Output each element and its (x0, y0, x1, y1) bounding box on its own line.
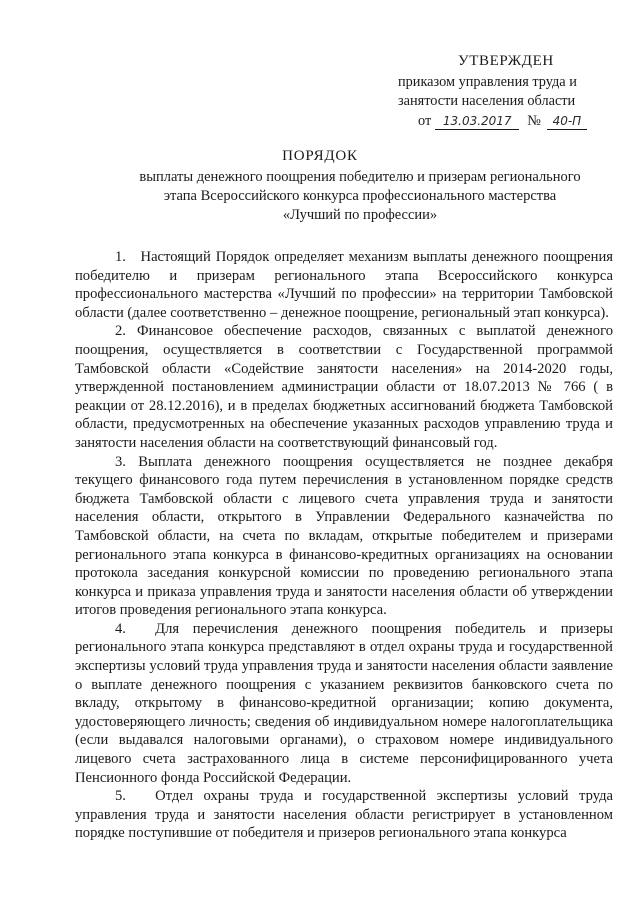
order-date: 13.03.2017 (435, 113, 519, 130)
order-from-label: от (418, 113, 432, 129)
subtitle-line-2: этапа Всероссийского конкурса профессионального мастерства (163, 188, 557, 204)
approval-line-2: занятости населения области (398, 93, 576, 109)
approval-stamp (398, 52, 628, 131)
subtitle-line-3: «Лучший по профессии» (282, 207, 438, 223)
order-number: 40-П (547, 113, 587, 130)
paragraph-2: 2. Финансовое обеспечение расходов, связанных с выплатой денежного поощрения, осуществляется в соответствии с Государственной программой Тамбовской области «Содействие занятости населения» на 2014-2020 годы, утвержденной постановлением администрации области от 18.07.2013 № 766 ( в реакции от 28.12.2016), и в пределах бюджетных ассигнований бюджета Тамбовской области, предусмотренных на обеспечение указанных расходов управлению труда и занятости населения области на соответствующий финансовый год. (75, 323, 613, 451)
paragraph-4: 4. Для перечисления денежного поощрения победитель и призеры регионального этапа конкурса представляют в отдел охраны труда и государственной экспертизы условий труда управления труда и занятости населения области заявление о выплате денежного поощрения с указанием реквизитов банковского счета по вкладу, открытому в финансово-кредитной организации; копию документа, удостоверяющего личность; сведения об индивидуальном номере налогоплательщика (если выдавался налоговыми органами), о страховом номере индивидуального лицевого счета застрахованного лица в системе персонифицированного учета Пенсионного фонда Российской Федерации. (75, 620, 613, 786)
paragraph-1: 1. Настоящий Порядок определяет механизм выплаты денежного поощрения победителю и призерам регионального этапа Всероссийского конкурса профессионального мастерства «Лучший по профессии» на территории Тамбовской области (далее соответственно – денежное поощрение, региональный этап конкурса). (75, 249, 613, 321)
document-title: ПОРЯДОК (282, 148, 358, 164)
order-number-label: № (527, 113, 541, 129)
paragraph-3: 3. Выплата денежного поощрения осуществляется не позднее декабря текущего финансового года путем перечисления в установленном порядке средств бюджета Тамбовской области с лицевого счета управления труда и занятости населения области, открытого в Управлении Федерального казначейства по Тамбовской области, на счета по вкладам, открытые победителем и призерами регионального этапа конкурса в финансово-кредитных организациях на основании протокола заседания конкурсной комиссии по проведению регионального этапа конкурса и приказа управления труда и занятости населения области об утверждении итогов проведения регионального этапа конкурса. (75, 453, 613, 619)
paragraph-5: 5. Отдел охраны труда и государственной экспертизы условий труда управления труда и занятости населения области регистрирует в установленном порядке поступившие от победителя и призеров регионального этапа конкурса (75, 788, 613, 842)
approval-line-1: приказом управления труда и (398, 74, 577, 90)
order-reference (398, 112, 628, 131)
document-body (75, 248, 613, 843)
subtitle-line-1: выплаты денежного поощрения победителю и призерам регионального (139, 169, 581, 185)
document-subtitle (100, 168, 620, 225)
approval-header: УТВЕРЖДЕН (458, 53, 554, 69)
